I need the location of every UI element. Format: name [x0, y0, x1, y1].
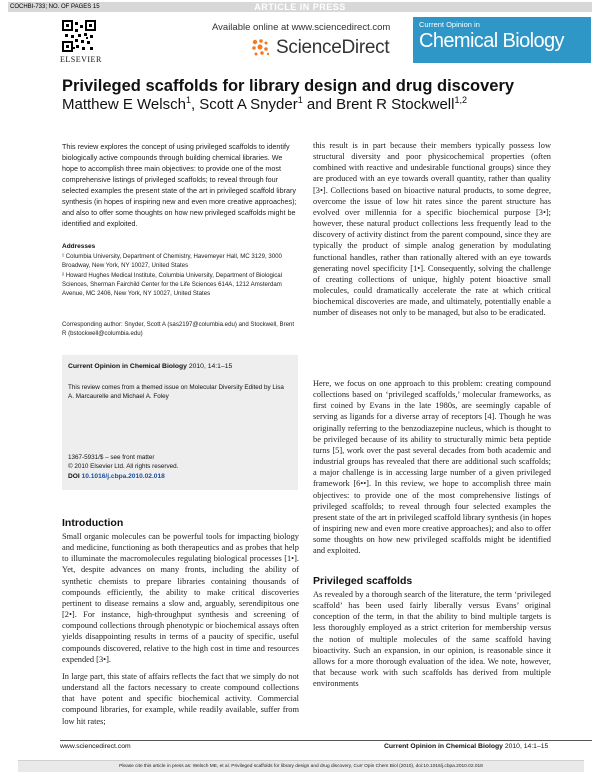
themed-issue-note: This review comes from a themed issue on Molecular Diversity Edited by Lisa A. Marcaurelle and Michael A. Foley [68, 384, 284, 400]
intro-paragraph-1: Small organic molecules can be powerful tools for impacting biology and medicine, functioning as both therapeutics and as probes that help to illuminate the macromolecules regulating biological processes [1•]. Yet, despite advances on many fronts, including the ability of synthetic chemists to prepare libraries containing thousands of compounds efficiently, the ability to make critical discoveries pertinent to disease remains a slow and, arguably, serendipitous one [2•]. For instance, high-throughput synthesis and screening of compound collections through phenotypic or biochemical assays often yields disappointing results in terms of a paucity of specific, useful compounds discovered, relative to the high cost in time and resources expended [3•]. [62, 532, 299, 664]
doi-line [68, 473, 165, 480]
privileged-paragraph-1: As revealed by a thorough search of the literature, the term ‘privileged scaffold’ has been used fairly liberally versus Evans’ original conception of the term, in that the ability to bind multiple targets is less thoroughly employed as a strict criterion for membership versus the notion of multiple molecules of the same scaffold having bioactivity. Such an expansion, in our opinion, is reasonable since it allows for a more thorough evaluation of the idea. We note, however, that because work with such scaffolds has derived from multiple environments [313, 590, 551, 689]
journal-brand-small: Current Opinion in [419, 20, 480, 29]
footer-journal [384, 743, 548, 750]
address-1: ¹ Columbia University, Department of Chemistry, Havemeyer Hall, MC 3129, 3000 Broadway, New York, NY 10027, United States [62, 253, 282, 269]
introduction-heading: Introduction [62, 517, 124, 529]
right-paragraph-1: this result is in part because their members typically possess low structural diversity and poor physicochemical properties (often combined with reactive and undesirable functional groups) since they are produced with an eye towards overall quantity, rather than quality [3•]. Collections based on bioactive natural products, to some degree, overcome the issue of low hit rates since the parent structure has evolved over millennia for a specific biochemical purpose [3•]; however, these natural product collections less frequently lead to the discovery of activity distinct from the parent compound, since they are typically the product of simple analog generation by modulating functional handles, rather than rationally altered with an eye towards generating novel specificity [1•]. Consequently, solving the challenge of creating collections of unique, highly potent bioactive small molecules, could dramatically accelerate the rate at which critical biochemical discoveries are made, and ultimately, potentially enable a number of diseases not only to be managed, but also to be eradicated. [313, 141, 551, 318]
abstract: This review explores the concept of using privileged scaffolds to identify biologically active compounds through building chemical libraries. We hope to accomplish three main objectives: to provide one of the most comprehensive listings of privileged scaffolds; to reveal through four selected examples the present state of the art in privileged scaffold library synthesis (in hopes of inspiring new and even more creative approaches); and also to offer some thoughts on how new privileged scaffolds might be identified and exploited. [62, 142, 297, 228]
author-name: Brent R Stockwell [336, 96, 455, 113]
author-affiliation: 1 [185, 95, 191, 105]
addresses-heading: Addresses [62, 243, 96, 250]
footer-url[interactable]: www.sciencedirect.com [60, 743, 131, 750]
info-journal-volume: 2010, 14:1–15 [186, 363, 233, 370]
rights-block [68, 453, 178, 471]
elsevier-logo: ELSEVIER [60, 55, 102, 64]
sciencedirect-dots-icon [250, 37, 272, 59]
article-in-press-banner: ARTICLE IN PRESS [254, 2, 346, 12]
author-affiliation: 1,2 [454, 95, 467, 105]
citation-notice: Please cite this article in press as: Welsch ME, et al. Privileged scaffolds for library design and drug discovery, Curr Opin Chem Biol (2010), doi:10.1016/j.cbpa.2010.02.018 [18, 760, 584, 772]
privileged-scaffolds-heading: Privileged scaffolds [313, 575, 413, 587]
qr-code-icon [62, 20, 96, 52]
issn-line: 1367-5931/$ – see front matter [68, 454, 155, 461]
sciencedirect-wordmark: ScienceDirect [276, 37, 390, 58]
author-name: Scott A Snyder [199, 96, 298, 113]
corresponding-author: Corresponding author: Snyder, Scott A (sas2197@columbia.edu) and Stockwell, Brent R (bstockwell@columbia.edu) [62, 321, 295, 337]
top-banner [8, 2, 592, 12]
author-separator: and [302, 96, 337, 113]
author-affiliation: 1 [297, 95, 303, 105]
address-2: ² Howard Hughes Medical Institute, Columbia University, Department of Biological Sciences, Sherman Fairchild Center for the Life Sciences 614A, 1212 Amsterdam Avenue, MC 2406, New York, NY 10027, United States [62, 272, 283, 297]
info-journal-name: Current Opinion in Chemical Biology [68, 363, 187, 370]
footer-rule [60, 740, 592, 741]
available-online-text: Available online at www.sciencedirect.com [212, 22, 391, 33]
article-title: Privileged scaffolds for library design and drug discovery [62, 77, 515, 95]
author-separator: , [190, 96, 200, 113]
author-name: Matthew E Welsch [62, 96, 186, 113]
journal-brand-large: Chemical Biology [419, 30, 564, 52]
footer-journal-volume: 2010, 14:1–15 [502, 743, 549, 750]
reference-code: COCHBI-733; NO. OF PAGES 15 [10, 4, 100, 10]
info-journal [68, 363, 232, 370]
doi-link[interactable]: 10.1016/j.cbpa.2010.02.018 [81, 473, 165, 480]
article-info-box [62, 355, 298, 490]
intro-paragraph-2: In large part, this state of affairs reflects the fact that we simply do not understand all the factors necessary to create compound collections that have potent and specific biochemical activity. Commercial compound libraries, for example, while readily available, suffer from low hit rates; [62, 672, 299, 726]
journal-brand-box [413, 17, 591, 63]
footer-journal-name: Current Opinion in Chemical Biology [384, 743, 503, 750]
sciencedirect-logo [250, 36, 389, 60]
right-paragraph-2: Here, we focus on one approach to this problem: creating compound collections based on ‘privileged scaffolds,’ molecular frameworks, as first coined by Evans in the late 1980s, are seemingly capable of serving as ligands for a diverse array of receptors [4]. Though he was originally referring to the benzodiazepine nucleus, which is thought to be privileged because of its ability to structurally mimic beta peptide turns [5], work over the past several decades from both academic and industrial groups has revealed that there are additional such scaffolds; a major challenge is in accessing large number of a given privileged framework [6••]. In this review, we hope to accomplish three main objectives: to provide one of the most comprehensive listings of privileged scaffolds; to reveal through four selected examples the present state of the art in privileged scaffold library synthesis (in hopes of inspiring new and even more creative approaches); and also to offer some thoughts on how new privileged scaffolds might be identified and exploited. [313, 379, 551, 556]
author-line [62, 95, 467, 113]
copyright-line: © 2010 Elsevier Ltd. All rights reserved. [68, 463, 179, 470]
doi-label: DOI [68, 473, 80, 480]
